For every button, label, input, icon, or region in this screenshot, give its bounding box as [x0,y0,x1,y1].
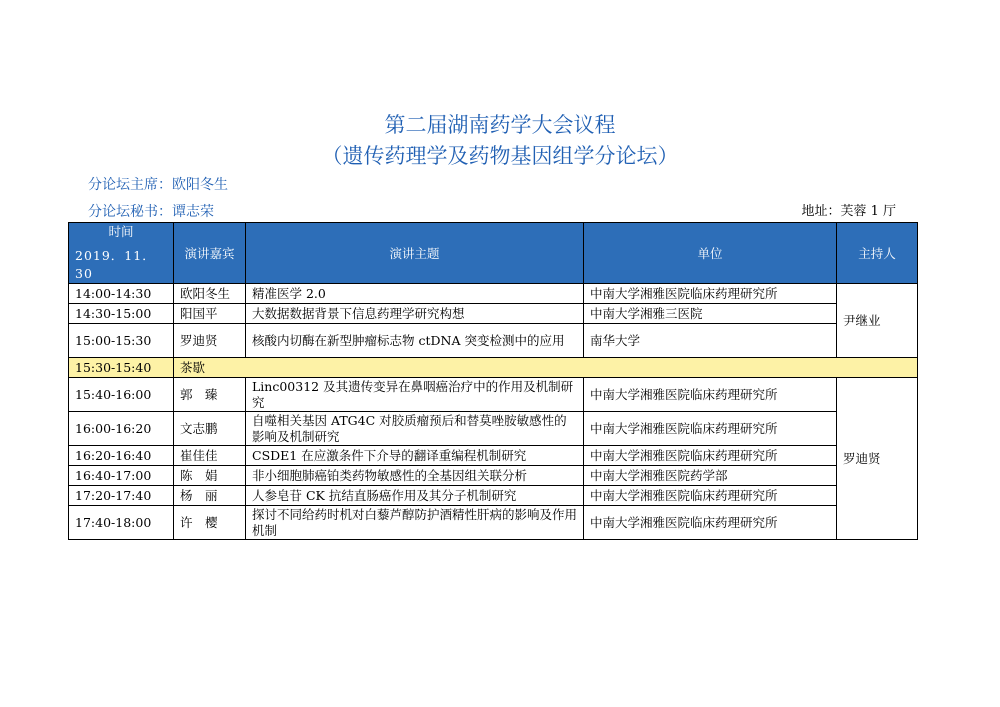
row-time: 17:20-17:40 [69,486,174,506]
row-time: 16:40-17:00 [69,466,174,486]
table-row [69,324,918,358]
row-unit: 中南大学湘雅医院临床药理研究所 [584,486,837,506]
row-time: 15:40-16:00 [69,378,174,412]
row-speaker: 崔佳佳 [174,446,246,466]
session-host: 尹继业 [837,284,918,358]
header-time-label: 时间 [108,224,134,239]
row-unit: 中南大学湘雅医院临床药理研究所 [584,412,837,446]
row-unit: 中南大学湘雅医院临床药理研究所 [584,284,837,304]
table-row [69,486,918,506]
tea-break-row [69,358,918,378]
row-unit: 中南大学湘雅医院临床药理研究所 [584,446,837,466]
header-host: 主持人 [837,223,918,284]
row-speaker: 欧阳冬生 [174,284,246,304]
row-time: 15:00-15:30 [69,324,174,358]
header-speaker: 演讲嘉宾 [174,223,246,284]
row-speaker: 许 樱 [174,506,246,540]
page-title: 第二届湖南药学大会议程 [384,113,616,137]
table-row [69,466,918,486]
row-topic: 探讨不同给药时机对白藜芦醇防护酒精性肝病的影响及作用机制 [246,506,584,540]
table-row [69,378,918,412]
header-unit: 单位 [584,223,837,284]
row-topic: 非小细胞肺癌铂类药物敏感性的全基因组关联分析 [246,466,584,486]
row-unit: 中南大学湘雅医院临床药理研究所 [584,506,837,540]
forum-chair: 分论坛主席：欧阳冬生 [88,177,228,193]
table-row [69,304,918,324]
row-topic: 精准医学 2.0 [246,284,584,304]
row-unit: 中南大学湘雅医院临床药理研究所 [584,378,837,412]
tea-break-time: 15:30-15:40 [69,358,174,378]
header-topic: 演讲主题 [246,223,584,284]
row-speaker: 文志鹏 [174,412,246,446]
row-unit: 中南大学湘雅三医院 [584,304,837,324]
row-time: 14:30-15:00 [69,304,174,324]
table-row [69,412,918,446]
row-speaker: 罗迪贤 [174,324,246,358]
row-speaker: 杨 丽 [174,486,246,506]
row-time: 17:40-18:00 [69,506,174,540]
row-unit: 南华大学 [584,324,837,358]
table-row [69,446,918,466]
header-time [69,223,174,284]
row-speaker: 陈 娟 [174,466,246,486]
forum-secretary: 分论坛秘书：谭志荣 [88,204,214,220]
row-time: 16:20-16:40 [69,446,174,466]
row-time: 16:00-16:20 [69,412,174,446]
row-topic: 核酸内切酶在新型肿瘤标志物 ctDNA 突变检测中的应用 [246,324,584,358]
row-speaker: 郭 臻 [174,378,246,412]
row-topic: 自噬相关基因 ATG4C 对胶质瘤预后和替莫唑胺敏感性的影响及机制研究 [246,412,584,446]
table-header-row [69,223,918,284]
table-row [69,284,918,304]
row-topic: Linc00312 及其遗传变异在鼻咽癌治疗中的作用及机制研究 [246,378,584,412]
row-topic: CSDE1 在应激条件下介导的翻译重编程机制研究 [246,446,584,466]
tea-break-label: 茶歇 [174,358,918,378]
table-row [69,506,918,540]
row-unit: 中南大学湘雅医院药学部 [584,466,837,486]
page-subtitle: （遗传药理学及药物基因组学分论坛） [321,144,679,168]
session-host: 罗迪贤 [837,378,918,540]
row-topic: 人参皂苷 CK 抗结直肠癌作用及其分子机制研究 [246,486,584,506]
row-speaker: 阳国平 [174,304,246,324]
row-time: 14:00-14:30 [69,284,174,304]
agenda-table [68,222,918,540]
row-topic: 大数据数据背景下信息药理学研究构想 [246,304,584,324]
header-date: 2019．11．30 [75,248,156,281]
venue-address: 地址：芙蓉 1 厅 [801,204,896,219]
